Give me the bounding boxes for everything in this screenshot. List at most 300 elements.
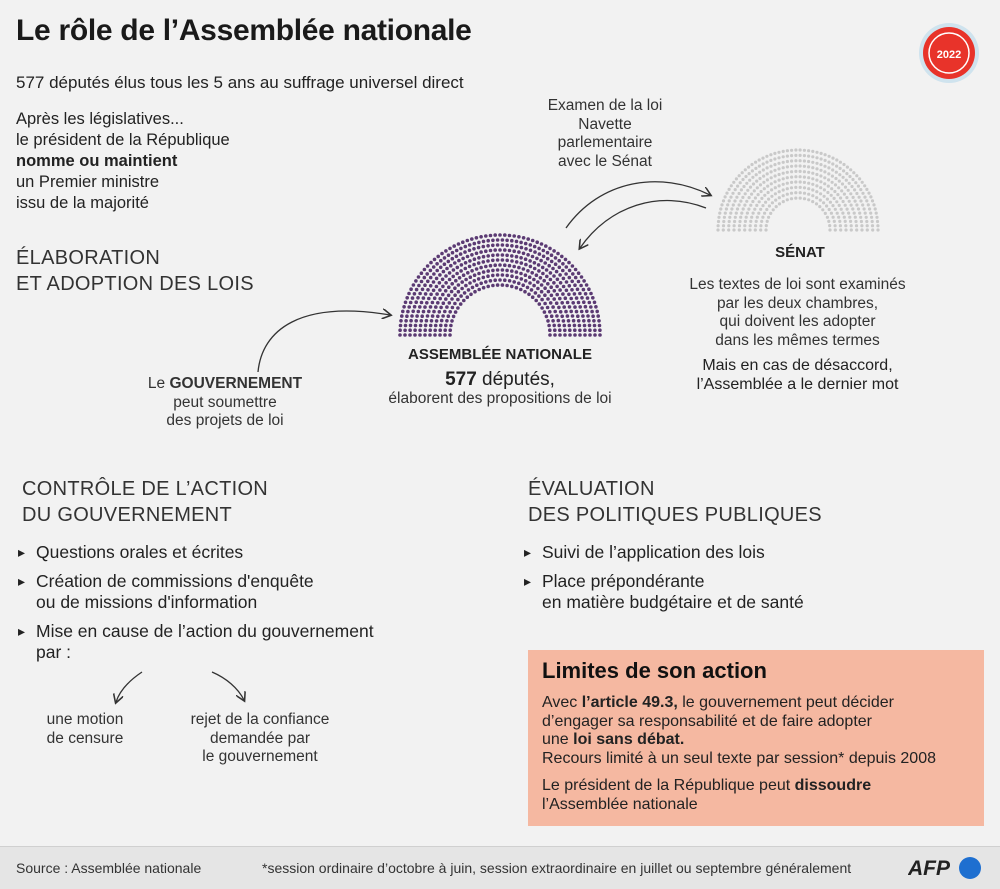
seat-dot bbox=[755, 220, 758, 223]
seat-dot bbox=[841, 182, 844, 185]
seat-dot bbox=[730, 207, 733, 210]
seat-dot bbox=[475, 267, 479, 271]
seat-dot bbox=[529, 243, 533, 247]
seat-dot bbox=[723, 216, 726, 219]
seat-dot bbox=[823, 176, 826, 179]
seat-dot bbox=[752, 212, 755, 215]
seat-dot bbox=[867, 192, 870, 195]
seat-dot bbox=[455, 249, 459, 253]
seat-dot bbox=[505, 269, 509, 273]
heading-line: ÉLABORATION bbox=[16, 247, 161, 269]
seat-dot bbox=[489, 279, 493, 283]
seat-dot bbox=[837, 216, 840, 219]
seat-dot bbox=[420, 271, 424, 275]
list-line: ou de missions d'information bbox=[36, 592, 258, 612]
seat-dot bbox=[512, 249, 516, 253]
seat-dot bbox=[733, 224, 736, 227]
seat-dot bbox=[445, 267, 449, 271]
seat-dot bbox=[450, 282, 454, 286]
seat-dot bbox=[462, 273, 466, 277]
seat-dot bbox=[413, 328, 417, 332]
seat-dot bbox=[439, 306, 443, 310]
seat-dot bbox=[444, 289, 448, 293]
seat-dot bbox=[860, 228, 863, 231]
seat-dot bbox=[524, 257, 528, 261]
seat-dot bbox=[760, 197, 763, 200]
seat-dot bbox=[571, 301, 575, 305]
seat-dot bbox=[767, 216, 770, 219]
seat-dot bbox=[556, 278, 560, 282]
seat-dot bbox=[749, 220, 752, 223]
seat-dot bbox=[762, 162, 765, 165]
seat-dot bbox=[441, 293, 445, 297]
seat-dot bbox=[850, 204, 853, 207]
seat-dot bbox=[841, 212, 844, 215]
seat-dot bbox=[496, 268, 500, 272]
seat-dot bbox=[558, 266, 562, 270]
seat-dot bbox=[589, 305, 593, 309]
seat-dot bbox=[799, 191, 802, 194]
seat-dot bbox=[482, 286, 486, 290]
seat-dot bbox=[755, 180, 758, 183]
seat-dot bbox=[464, 267, 468, 271]
seat-dot bbox=[436, 315, 440, 319]
seat-dot bbox=[765, 208, 768, 211]
seat-dot bbox=[526, 269, 530, 273]
seat-dot bbox=[458, 276, 462, 280]
seat-dot bbox=[799, 175, 802, 178]
seat-dot bbox=[822, 201, 825, 204]
seat-dot bbox=[794, 164, 797, 167]
seat-dot bbox=[564, 272, 568, 276]
seat-dot bbox=[754, 161, 757, 164]
senat-label: SÉNAT bbox=[775, 244, 825, 261]
seat-dot bbox=[773, 169, 776, 172]
seat-dot bbox=[460, 263, 464, 267]
seat-dot bbox=[531, 295, 535, 299]
seat-dot bbox=[732, 181, 735, 184]
seat-dot bbox=[496, 273, 500, 277]
seat-dot bbox=[828, 208, 831, 211]
seat-dot bbox=[799, 197, 802, 200]
seat-dot bbox=[830, 194, 833, 197]
seat-dot bbox=[799, 154, 802, 157]
seat-dot bbox=[762, 181, 765, 184]
seat-dot bbox=[741, 196, 744, 199]
seat-dot bbox=[482, 270, 486, 274]
seat-dot bbox=[857, 185, 860, 188]
rejet-line: le gouvernement bbox=[202, 748, 318, 765]
seat-dot bbox=[750, 193, 753, 196]
seat-dot bbox=[803, 181, 806, 184]
seat-dot bbox=[582, 300, 586, 304]
seat-dot bbox=[486, 269, 490, 273]
seat-dot bbox=[836, 212, 839, 215]
seat-dot bbox=[833, 197, 836, 200]
seat-dot bbox=[430, 319, 434, 323]
seat-dot bbox=[848, 216, 851, 219]
seat-dot bbox=[433, 296, 437, 300]
arrow-from-senat bbox=[580, 201, 706, 248]
seat-dot bbox=[591, 296, 595, 300]
seat-dot bbox=[580, 296, 584, 300]
seat-dot bbox=[851, 178, 854, 181]
seat-dot bbox=[855, 228, 858, 231]
seat-dot bbox=[803, 154, 806, 157]
seat-dot bbox=[876, 228, 879, 231]
seat-dot bbox=[565, 289, 569, 293]
seat-dot bbox=[441, 285, 445, 289]
seat-dot bbox=[839, 161, 842, 164]
seat-dot bbox=[486, 244, 490, 248]
limites-p2 bbox=[542, 777, 972, 814]
seat-dot bbox=[533, 267, 537, 271]
seat-dot bbox=[420, 301, 424, 305]
seat-dot bbox=[432, 265, 436, 269]
seat-dot bbox=[746, 189, 749, 192]
seat-dot bbox=[823, 182, 826, 185]
seat-dot bbox=[496, 243, 500, 247]
seat-dot bbox=[854, 220, 857, 223]
seat-dot bbox=[833, 190, 836, 193]
seat-dot bbox=[537, 294, 541, 298]
seat-dot bbox=[470, 253, 474, 257]
seat-dot bbox=[770, 176, 773, 179]
examen-line: parlementaire bbox=[557, 134, 653, 151]
motion-line: une motion bbox=[46, 711, 124, 728]
seat-dot bbox=[429, 305, 433, 309]
seat-dot bbox=[824, 159, 827, 162]
seat-dot bbox=[505, 244, 509, 248]
seat-dot bbox=[591, 314, 595, 318]
text-span: Le président de la République peut bbox=[542, 777, 795, 794]
heading-line: ET ADOPTION DES LOIS bbox=[16, 273, 254, 295]
seat-dot bbox=[786, 171, 789, 174]
seat-dot bbox=[404, 319, 408, 323]
seat-dot bbox=[744, 192, 747, 195]
seat-dot bbox=[581, 314, 585, 318]
seat-dot bbox=[794, 159, 797, 162]
seat-dot bbox=[558, 273, 562, 277]
seat-dot bbox=[448, 247, 452, 251]
seat-dot bbox=[786, 165, 789, 168]
seat-dot bbox=[811, 183, 814, 186]
seat-dot bbox=[416, 296, 420, 300]
seat-dot bbox=[463, 250, 467, 254]
seat-dot bbox=[555, 293, 559, 297]
seat-dot bbox=[811, 150, 814, 153]
seat-dot bbox=[771, 201, 774, 204]
seat-dot bbox=[769, 212, 772, 215]
seat-dot bbox=[559, 310, 563, 314]
gov-line: des projets de loi bbox=[166, 412, 284, 429]
motion-line: de censure bbox=[46, 729, 124, 747]
seat-dot bbox=[560, 315, 564, 319]
seat-dot bbox=[772, 208, 775, 211]
seat-dot bbox=[835, 200, 838, 203]
seat-dot bbox=[449, 264, 453, 268]
seat-dot bbox=[547, 290, 551, 294]
seat-dot bbox=[741, 171, 744, 174]
seat-dot bbox=[748, 179, 751, 182]
seat-dot bbox=[760, 190, 763, 193]
seat-dot bbox=[432, 272, 436, 276]
seat-dot bbox=[782, 177, 785, 180]
seat-dot bbox=[524, 273, 528, 277]
seat-dot bbox=[574, 268, 578, 272]
seat-dot bbox=[868, 207, 871, 210]
seat-dot bbox=[551, 319, 555, 323]
seat-dot bbox=[521, 283, 525, 287]
gov-line: peut soumettre bbox=[173, 393, 277, 411]
article-49-3: l’article 49.3, bbox=[581, 694, 678, 711]
seat-dot bbox=[537, 269, 541, 273]
assemblee-count-number: 577 bbox=[445, 369, 477, 390]
seat-dot bbox=[751, 200, 754, 203]
seat-dot bbox=[545, 268, 549, 272]
seat-dot bbox=[452, 268, 456, 272]
seat-dot bbox=[773, 163, 776, 166]
seat-dot bbox=[553, 333, 557, 337]
seat-dot bbox=[738, 224, 741, 227]
seat-dot bbox=[852, 171, 855, 174]
seat-dot bbox=[763, 194, 766, 197]
senat-line: par les deux chambres, bbox=[716, 294, 879, 312]
seat-dot bbox=[399, 324, 403, 328]
seat-dot bbox=[551, 267, 555, 271]
seat-dot bbox=[871, 228, 874, 231]
seat-dot bbox=[843, 193, 846, 196]
seat-dot bbox=[409, 301, 413, 305]
seat-dot bbox=[790, 159, 793, 162]
seat-dot bbox=[540, 298, 544, 302]
after-line: Après les législatives... bbox=[16, 110, 184, 128]
seat-dot bbox=[589, 292, 593, 296]
evaluation-heading bbox=[528, 476, 822, 528]
seat-dot bbox=[413, 305, 417, 309]
seat-dot bbox=[519, 241, 523, 245]
seat-dot bbox=[576, 288, 580, 292]
seat-dot bbox=[424, 324, 428, 328]
seat-dot bbox=[548, 333, 552, 337]
seat-dot bbox=[482, 245, 486, 249]
seat-dot bbox=[842, 163, 845, 166]
seat-dot bbox=[740, 212, 743, 215]
seat-dot bbox=[876, 220, 879, 223]
seat-dot bbox=[429, 261, 433, 265]
seat-dot bbox=[451, 251, 455, 255]
seat-dot bbox=[819, 192, 822, 195]
controle-list bbox=[18, 542, 458, 671]
seat-dot bbox=[438, 333, 442, 337]
seat-dot bbox=[565, 265, 569, 269]
seat-dot bbox=[522, 267, 526, 271]
seat-dot bbox=[417, 284, 421, 288]
rejet-line: rejet de la confiance bbox=[190, 711, 330, 728]
seat-dot bbox=[441, 278, 445, 282]
seat-dot bbox=[403, 329, 407, 333]
seat-dot bbox=[468, 259, 472, 263]
seat-dot bbox=[571, 264, 575, 268]
seat-dot bbox=[722, 224, 725, 227]
seat-dot bbox=[764, 201, 767, 204]
seat-dot bbox=[735, 196, 738, 199]
seat-dot bbox=[510, 274, 514, 278]
seat-dot bbox=[871, 199, 874, 202]
seat-dot bbox=[573, 328, 577, 332]
seat-dot bbox=[778, 184, 781, 187]
seat-dot bbox=[546, 251, 550, 255]
seat-dot bbox=[799, 148, 802, 151]
seat-dot bbox=[763, 212, 766, 215]
seat-dot bbox=[468, 249, 472, 253]
seat-dot bbox=[459, 269, 463, 273]
seat-dot bbox=[414, 319, 418, 323]
seat-dot bbox=[719, 207, 722, 210]
limites-p1 bbox=[542, 694, 972, 768]
seat-dot bbox=[815, 179, 818, 182]
seat-dot bbox=[573, 324, 577, 328]
seat-dot bbox=[568, 284, 572, 288]
arrow-gov-to-an bbox=[258, 311, 390, 372]
seat-dot bbox=[563, 329, 567, 333]
seat-dot bbox=[546, 306, 550, 310]
seat-dot bbox=[526, 253, 530, 257]
seat-dot bbox=[491, 274, 495, 278]
seat-dot bbox=[436, 255, 440, 259]
seat-dot bbox=[562, 285, 566, 289]
seat-dot bbox=[443, 310, 447, 314]
seat-dot bbox=[510, 269, 514, 273]
seat-dot bbox=[807, 187, 810, 190]
seat-dot bbox=[482, 240, 486, 244]
seat-dot bbox=[484, 249, 488, 253]
seat-dot bbox=[826, 191, 829, 194]
arrow-to-rejet bbox=[212, 672, 244, 700]
seat-dot bbox=[749, 204, 752, 207]
seat-dot bbox=[558, 288, 562, 292]
after-line: le président de la République bbox=[16, 131, 230, 149]
seat-dot bbox=[435, 292, 439, 296]
seat-dot bbox=[473, 290, 477, 294]
seat-dot bbox=[834, 177, 837, 180]
seat-dot bbox=[503, 233, 507, 237]
seat-dot bbox=[819, 186, 822, 189]
seat-dot bbox=[786, 149, 789, 152]
seat-dot bbox=[819, 163, 822, 166]
seat-dot bbox=[778, 202, 781, 205]
seat-dot bbox=[727, 224, 730, 227]
seat-dot bbox=[576, 314, 580, 318]
seat-dot bbox=[411, 296, 415, 300]
motion-censure bbox=[20, 711, 150, 748]
senat-last-word bbox=[665, 356, 930, 394]
seat-dot bbox=[863, 196, 866, 199]
seat-dot bbox=[540, 242, 544, 246]
seat-dot bbox=[546, 257, 550, 261]
seat-dot bbox=[840, 208, 843, 211]
seat-dot bbox=[539, 276, 543, 280]
seat-dot bbox=[540, 290, 544, 294]
seat-dot bbox=[444, 249, 448, 253]
seat-dot bbox=[530, 288, 534, 292]
seat-dot bbox=[408, 333, 412, 337]
seat-dot bbox=[585, 283, 589, 287]
seat-dot bbox=[834, 224, 837, 227]
seat-dot bbox=[799, 170, 802, 173]
seat-dot bbox=[815, 162, 818, 165]
seat-dot bbox=[854, 200, 857, 203]
seat-dot bbox=[477, 241, 481, 245]
seat-dot bbox=[414, 324, 418, 328]
seat-dot bbox=[503, 263, 507, 267]
seat-dot bbox=[724, 212, 727, 215]
seat-dot bbox=[848, 182, 851, 185]
seat-dot bbox=[517, 235, 521, 239]
seat-dot bbox=[569, 297, 573, 301]
limites-box bbox=[528, 650, 984, 826]
seat-dot bbox=[557, 324, 561, 328]
seat-dot bbox=[803, 170, 806, 173]
seat-dot bbox=[578, 292, 582, 296]
seat-dot bbox=[423, 333, 427, 337]
seat-dot bbox=[580, 275, 584, 279]
seat-dot bbox=[464, 261, 468, 265]
seat-dot bbox=[549, 301, 553, 305]
seat-dot bbox=[498, 248, 502, 252]
seat-dot bbox=[842, 176, 845, 179]
seat-dot bbox=[845, 179, 848, 182]
seat-dot bbox=[799, 159, 802, 162]
seat-dot bbox=[745, 216, 748, 219]
seat-dot bbox=[540, 283, 544, 287]
seat-dot bbox=[459, 294, 463, 298]
seat-dot bbox=[479, 282, 483, 286]
seat-dot bbox=[769, 159, 772, 162]
seat-dot bbox=[807, 160, 810, 163]
seat-dot bbox=[503, 248, 507, 252]
seat-dot bbox=[440, 252, 444, 256]
seat-dot bbox=[409, 324, 413, 328]
seat-dot bbox=[827, 161, 830, 164]
seat-dot bbox=[552, 324, 556, 328]
seat-dot bbox=[757, 193, 760, 196]
seat-dot bbox=[761, 204, 764, 207]
seat-dot bbox=[515, 286, 519, 290]
senat-hemicycle bbox=[716, 148, 879, 231]
seat-dot bbox=[546, 297, 550, 301]
seat-dot bbox=[398, 333, 402, 337]
seat-dot bbox=[823, 188, 826, 191]
heading-line: CONTRÔLE DE L’ACTION bbox=[22, 478, 269, 500]
seat-dot bbox=[835, 171, 838, 174]
seat-dot bbox=[541, 272, 545, 276]
gouvernement-text bbox=[130, 375, 320, 431]
rejet-line: demandée par bbox=[210, 729, 310, 747]
seat-dot bbox=[724, 195, 727, 198]
seat-dot bbox=[770, 188, 773, 191]
seat-dot bbox=[597, 319, 601, 323]
seat-dot bbox=[835, 165, 838, 168]
seat-dot bbox=[803, 186, 806, 189]
seat-dot bbox=[517, 250, 521, 254]
seat-dot bbox=[543, 286, 547, 290]
seat-dot bbox=[423, 305, 427, 309]
seat-dot bbox=[794, 180, 797, 183]
seat-dot bbox=[811, 172, 814, 175]
seat-dot bbox=[738, 220, 741, 223]
seat-dot bbox=[456, 266, 460, 270]
